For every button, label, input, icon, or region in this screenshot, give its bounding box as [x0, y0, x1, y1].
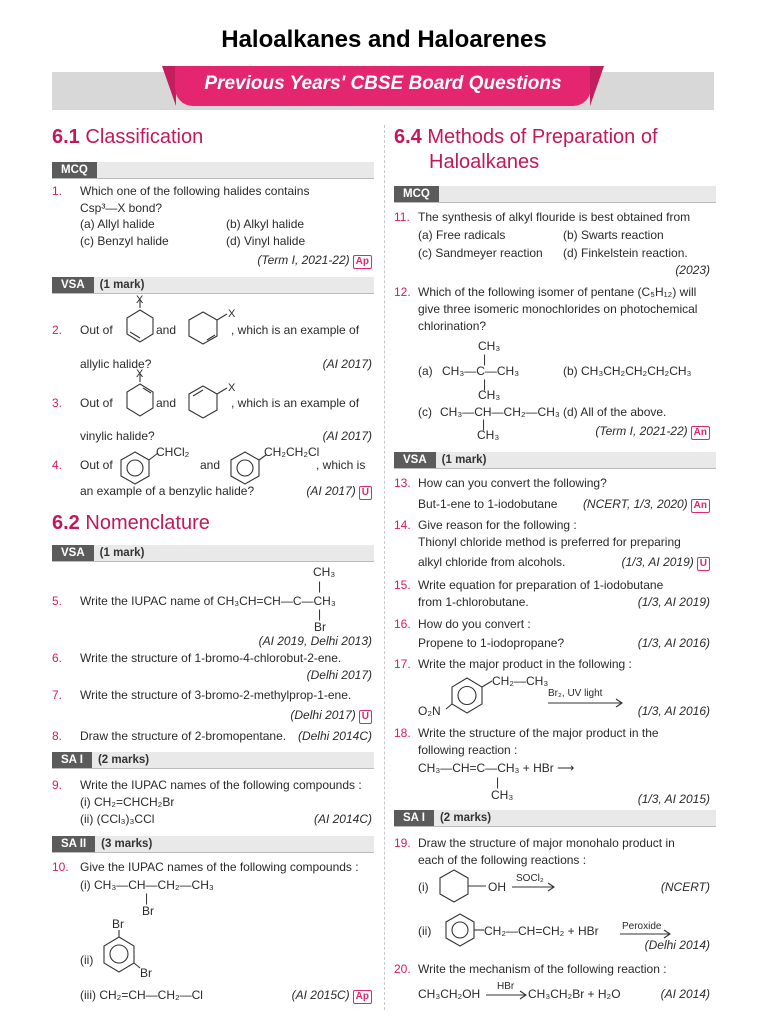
- question-text: The synthesis of alkyl flouride is best obtained from: [418, 210, 691, 224]
- badge: Ap: [353, 255, 372, 269]
- bond-line: |: [496, 775, 500, 789]
- question-text: Write the IUPAC name of CH₃CH=CH—C—CH₃: [80, 594, 336, 608]
- reference: (Delhi 2017) U: [290, 708, 372, 724]
- question-text: give three isomeric monochlorides on photochemical: [418, 302, 698, 316]
- question-text: and: [200, 458, 221, 472]
- reaction-arrow: [486, 991, 528, 999]
- section-6-1-heading: 6.1 Classification: [52, 126, 204, 148]
- question-text: Thionyl chloride method is preferred for preparing: [418, 535, 681, 549]
- reaction-equation: CH₂—CH=CH₂ + HBr: [484, 924, 599, 938]
- reference: (AI 2017) U: [306, 484, 372, 500]
- sub-item: (ii) (CCl₃)₃CCl: [80, 812, 155, 826]
- reference: (AI 2014C): [313, 812, 372, 826]
- reference: (Term I, 2021-22) An: [595, 424, 710, 440]
- reference: (1/3, AI 2016): [637, 636, 710, 650]
- question-text: from 1-chlorobutane.: [418, 595, 529, 609]
- reference: (AI 2017): [322, 357, 372, 371]
- reference: (Term I, 2021-22) Ap: [257, 253, 372, 269]
- question-text: following reaction :: [418, 743, 518, 757]
- question-text: Write the IUPAC names of the following compounds :: [80, 778, 362, 792]
- badge: An: [691, 426, 710, 440]
- badge: An: [691, 499, 710, 513]
- mcq-tag: MCQ: [394, 186, 716, 203]
- substituent-label: Br: [314, 620, 326, 634]
- question-number: 4.: [52, 458, 63, 472]
- substituent-label: CH₃: [477, 428, 500, 442]
- halogen-label: X: [136, 368, 144, 380]
- question-text: an example of a benzylic halide?: [80, 484, 255, 498]
- question-number: 5.: [52, 594, 63, 608]
- question-number: 3.: [52, 396, 63, 410]
- question-text: Write the structure of 1-bromo-4-chlorobut-2-ene.: [80, 651, 342, 665]
- option-d: (d) Vinyl halide: [226, 234, 306, 248]
- sub-item: (i) CH₃—CH—CH₂—CH₃: [80, 878, 214, 892]
- substituent-label: OH: [488, 880, 506, 894]
- question-text: , which is: [316, 458, 366, 472]
- question-text: Draw the structure of 2-bromopentane.: [80, 729, 287, 743]
- question-text: and: [156, 323, 177, 337]
- question-number: 8.: [52, 729, 63, 743]
- sub-item: (ii): [418, 924, 432, 938]
- banner-edge-right: [590, 66, 604, 106]
- substituent-label: Br: [140, 966, 152, 980]
- section-6-4-heading-line2: Haloalkanes: [429, 151, 540, 173]
- substituent-label: CH₂CH₂Cl: [264, 445, 320, 459]
- substituent-label: Br: [142, 904, 154, 918]
- substituent-label: CH₃: [478, 388, 501, 402]
- reference: (Delhi 2014): [644, 938, 710, 952]
- question-number: 7.: [52, 688, 63, 702]
- question-text: and: [156, 396, 177, 410]
- column-divider: [384, 125, 385, 1010]
- substituent-label: CH₃: [478, 339, 501, 353]
- substituent-label: CH₂—CH₃: [492, 674, 549, 688]
- substituent-label: CHCl₂: [156, 445, 190, 459]
- question-text: But-1-ene to 1-iodobutane: [418, 497, 558, 511]
- reference: (1/3, AI 2019) U: [622, 555, 711, 571]
- vsa-tag: VSA (1 mark): [394, 452, 716, 469]
- question-number: 9.: [52, 778, 63, 792]
- question-text: , which is an example of: [231, 323, 360, 337]
- question-number: 14.: [394, 518, 411, 532]
- reaction-condition: SOCl₂: [516, 873, 544, 884]
- badge: U: [359, 486, 372, 500]
- reference: (AI 2015C) Ap: [292, 988, 372, 1004]
- sub-item: (i): [418, 880, 429, 894]
- bond-line: |: [483, 352, 487, 366]
- reference: (AI 2014): [660, 987, 710, 1001]
- reaction-condition: Br₂, UV light: [548, 688, 603, 699]
- question-text: Which one of the following halides contains: [80, 184, 310, 198]
- option-b: (b) Swarts reaction: [563, 228, 664, 242]
- question-text: Out of: [80, 458, 113, 472]
- badge: U: [359, 710, 372, 724]
- question-text: Write the major product in the following :: [418, 657, 632, 671]
- question-text: , which is an example of: [231, 396, 360, 410]
- reaction-condition: HBr: [497, 981, 515, 992]
- question-number: 20.: [394, 962, 411, 976]
- question-number: 16.: [394, 617, 411, 631]
- benzene-ring-diagram: [448, 676, 498, 716]
- question-number: 15.: [394, 578, 411, 592]
- bond-line: |: [318, 579, 322, 593]
- reference: (1/3, AI 2015): [637, 792, 710, 806]
- reference: (1/3, AI 2019): [637, 595, 710, 609]
- option-c: (c) Benzyl halide: [80, 234, 169, 248]
- mcq-tag: MCQ: [52, 162, 374, 179]
- option-a: (a) Allyl halide: [80, 217, 155, 231]
- substituent-label: Br: [112, 917, 124, 931]
- reference: (Delhi 2017): [306, 668, 372, 682]
- option-c: (c): [418, 405, 432, 419]
- sa1-tag: SA I (2 marks): [52, 752, 374, 769]
- reference: (Delhi 2014C): [297, 729, 372, 743]
- bond-line: |: [483, 377, 487, 391]
- substituent-label: O₂N: [418, 704, 441, 718]
- option-c: (c) Sandmeyer reaction: [418, 246, 543, 260]
- halogen-label: X: [228, 308, 236, 320]
- reaction-arrow: [620, 930, 672, 938]
- reference: (2023): [675, 263, 710, 277]
- question-text: vinylic halide?: [80, 429, 155, 443]
- section-6-2-heading: 6.2 Nomenclature: [52, 512, 210, 534]
- reaction-equation: CH₃—CH=C—CH₃ + HBr ⟶: [418, 761, 575, 775]
- question-number: 18.: [394, 726, 411, 740]
- substituent-label: CH₃: [313, 565, 336, 579]
- sub-item: (i) CH₂=CHCH₂Br: [80, 795, 175, 809]
- vsa-tag: VSA (1 mark): [52, 545, 374, 562]
- reaction-equation: CH₃CH₂Br + H₂O: [528, 987, 621, 1001]
- reaction-arrow: [512, 883, 556, 891]
- question-number: 19.: [394, 836, 411, 850]
- question-text: Give reason for the following :: [418, 518, 577, 532]
- question-text: Draw the structure of major monohalo product in: [418, 836, 675, 850]
- question-number: 13.: [394, 476, 411, 490]
- substituent-label: CH₃: [491, 788, 514, 802]
- sa2-tag: SA II (3 marks): [52, 836, 374, 853]
- badge: Ap: [353, 990, 372, 1004]
- reference: (AI 2019, Delhi 2013): [258, 634, 372, 648]
- question-number: 1.: [52, 184, 63, 198]
- banner-text: Previous Years' CBSE Board Questions: [204, 73, 562, 94]
- sub-item: (ii): [80, 953, 94, 967]
- question-text: Out of: [80, 396, 113, 410]
- sub-item: (iii) CH₂=CH—CH₂—Cl: [80, 988, 203, 1002]
- reaction-arrow: [548, 699, 624, 707]
- option-b: (b) CH₃CH₂CH₂CH₂CH₃: [563, 364, 692, 378]
- question-text: Write the structure of 3-bromo-2-methylprop-1-ene.: [80, 688, 352, 702]
- sa1-tag: SA I (2 marks): [394, 810, 716, 827]
- reference: (AI 2017): [322, 429, 372, 443]
- question-text: alkyl chloride from alcohols.: [418, 555, 566, 569]
- question-number: 12.: [394, 285, 411, 299]
- reference: (NCERT, 1/3, 2020) An: [583, 497, 710, 513]
- section-6-4-heading: 6.4 Methods of Preparation of: [394, 126, 658, 148]
- option-b: (b) Alkyl halide: [226, 217, 305, 231]
- halogen-label: X: [228, 382, 236, 394]
- question-text: Propene to 1-iodopropane?: [418, 636, 565, 650]
- question-text: Out of: [80, 323, 113, 337]
- reaction-equation: CH₃CH₂OH: [418, 987, 481, 1001]
- bond-line: |: [482, 417, 486, 431]
- option-d: (d) All of the above.: [563, 405, 667, 419]
- question-text: Csp³—X bond?: [80, 201, 163, 215]
- question-text: How can you convert the following?: [418, 476, 607, 490]
- reference: (1/3, AI 2016): [637, 704, 710, 718]
- option-d: (d) Finkelstein reaction.: [563, 246, 688, 260]
- halogen-label: X: [136, 294, 144, 306]
- question-text: Write the mechanism of the following reaction :: [418, 962, 667, 976]
- cyclohexane-ring-diagram: [436, 868, 496, 908]
- question-number: 11.: [394, 210, 410, 224]
- bond-line: |: [145, 891, 149, 905]
- question-text: How do you convert :: [418, 617, 531, 631]
- document-title: Haloalkanes and Haloarenes: [221, 26, 547, 53]
- question-number: 10.: [52, 860, 69, 874]
- reaction-condition: Peroxide: [622, 921, 662, 932]
- question-text: allylic halide?: [80, 357, 152, 371]
- question-text: Write the structure of the major product in the: [418, 726, 659, 740]
- question-number: 2.: [52, 323, 63, 337]
- bond-line: |: [318, 607, 322, 621]
- question-text: Give the IUPAC names of the following compounds :: [80, 860, 359, 874]
- structure-text: CH₃—C—CH₃: [442, 364, 520, 378]
- option-a: (a) Free radicals: [418, 228, 506, 242]
- question-text: Which of the following isomer of pentane (C₅H₁₂) will: [418, 285, 697, 299]
- reference: (NCERT): [660, 880, 710, 894]
- question-number: 17.: [394, 657, 411, 671]
- option-a: (a): [418, 364, 433, 378]
- structure-text: CH₃—CH—CH₂—CH₃: [440, 405, 560, 419]
- question-text: Write equation for preparation of 1-iodobutane: [418, 578, 664, 592]
- question-text: chlorination?: [418, 319, 487, 333]
- badge: U: [697, 557, 710, 571]
- question-text: each of the following reactions :: [418, 853, 587, 867]
- banner-edge-left: [162, 66, 176, 106]
- vsa-tag: VSA (1 mark): [52, 277, 374, 294]
- question-number: 6.: [52, 651, 63, 665]
